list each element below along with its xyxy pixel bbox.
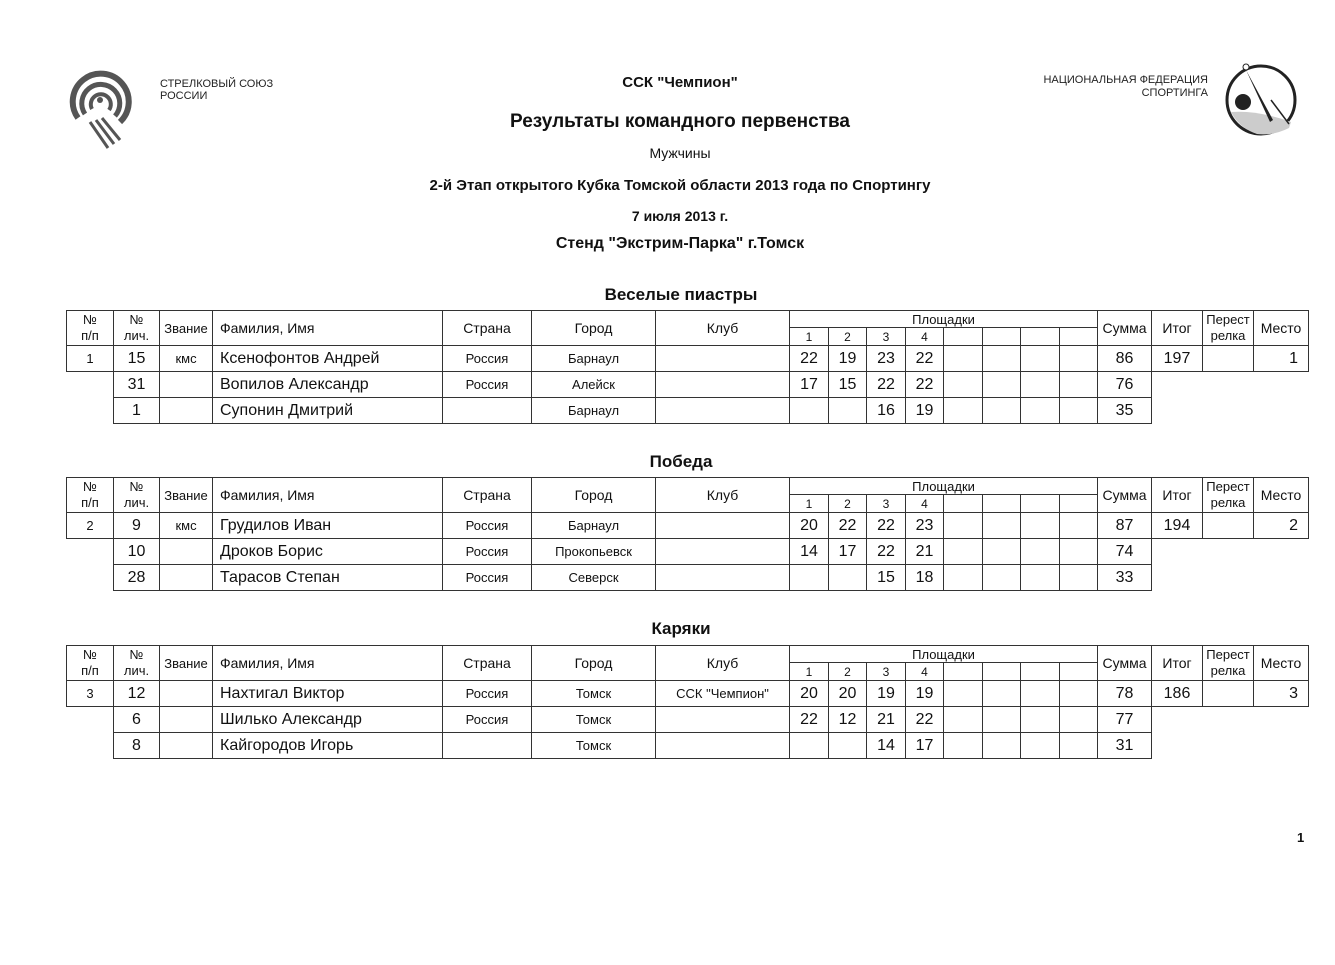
station-score: 22 xyxy=(906,372,944,398)
station-number xyxy=(1021,328,1060,346)
station-number: 1 xyxy=(790,495,829,513)
station-score: 14 xyxy=(790,539,829,565)
athlete-rank: кмс xyxy=(160,513,213,539)
col-pp-line2: п/п xyxy=(81,495,99,510)
station-score xyxy=(944,346,983,372)
athlete-rank xyxy=(160,707,213,733)
team-total: 186 xyxy=(1152,681,1203,707)
col-name: Фамилия, Имя xyxy=(213,646,443,681)
col-lich-line2: лич. xyxy=(123,495,150,510)
empty-cell xyxy=(1203,707,1254,733)
empty-cell xyxy=(1203,398,1254,424)
station-number xyxy=(944,663,983,681)
empty-cell xyxy=(67,372,114,398)
station-score xyxy=(983,733,1021,759)
col-rank: Звание xyxy=(160,646,213,681)
station-score: 17 xyxy=(790,372,829,398)
station-score xyxy=(983,707,1021,733)
team-place: 3 xyxy=(1254,681,1309,707)
station-number: 3 xyxy=(867,663,906,681)
athlete-sum: 87 xyxy=(1098,513,1152,539)
col-place: Место xyxy=(1254,478,1309,513)
station-number: 3 xyxy=(867,495,906,513)
header-row xyxy=(67,646,1309,663)
station-score xyxy=(1060,513,1098,539)
col-lich xyxy=(114,311,160,346)
team-shootoff xyxy=(1203,513,1254,539)
station-score xyxy=(983,398,1021,424)
athlete-club xyxy=(656,346,790,372)
team-results-table xyxy=(66,310,1309,424)
empty-cell xyxy=(1152,372,1203,398)
athlete-city: Томск xyxy=(532,681,656,707)
athlete-city: Северск xyxy=(532,565,656,591)
station-score xyxy=(983,681,1021,707)
athlete-sum: 33 xyxy=(1098,565,1152,591)
org-right-line2: СПОРТИНГА xyxy=(1141,87,1208,99)
athlete-country: Россия xyxy=(443,707,532,733)
station-number: 2 xyxy=(829,663,867,681)
station-score xyxy=(790,733,829,759)
col-pp-line1: № xyxy=(83,647,97,662)
col-club: Клуб xyxy=(656,646,790,681)
athlete-sum: 74 xyxy=(1098,539,1152,565)
athlete-name: Ксенофонтов Андрей xyxy=(213,346,443,372)
athlete-name: Нахтигал Виктор xyxy=(213,681,443,707)
team-title: Веселые пиастры xyxy=(604,285,758,304)
team-shootoff xyxy=(1203,346,1254,372)
station-score xyxy=(1060,565,1098,591)
athlete-number: 15 xyxy=(114,346,160,372)
col-lich-line2: лич. xyxy=(123,328,150,343)
col-lich-line1: № xyxy=(129,312,144,327)
col-lich-line1: № xyxy=(129,479,144,494)
station-score xyxy=(790,565,829,591)
col-shootoff-line1: Перест xyxy=(1206,647,1250,662)
station-score: 17 xyxy=(829,539,867,565)
col-pp xyxy=(67,311,114,346)
col-place: Место xyxy=(1254,646,1309,681)
col-shootoff-line2: релка xyxy=(1210,495,1246,510)
col-rank: Звание xyxy=(160,478,213,513)
station-score: 14 xyxy=(867,733,906,759)
station-number: 2 xyxy=(829,328,867,346)
station-score xyxy=(1021,372,1060,398)
empty-cell xyxy=(67,565,114,591)
org-left-line1: СТРЕЛКОВЫЙ СОЮЗ xyxy=(160,78,274,90)
station-score: 19 xyxy=(867,681,906,707)
col-total: Итог xyxy=(1152,478,1203,513)
station-number: 4 xyxy=(906,663,944,681)
athlete-name: Тарасов Степан xyxy=(213,565,443,591)
station-score: 20 xyxy=(829,681,867,707)
athlete-city: Алейск xyxy=(532,372,656,398)
col-stations: Площадки xyxy=(790,478,1098,495)
col-club: Клуб xyxy=(656,311,790,346)
station-score: 22 xyxy=(790,346,829,372)
athlete-country: Россия xyxy=(443,513,532,539)
athlete-country: Россия xyxy=(443,372,532,398)
station-score xyxy=(944,707,983,733)
table-row xyxy=(67,733,1309,759)
station-score: 12 xyxy=(829,707,867,733)
empty-cell xyxy=(1203,539,1254,565)
col-pp xyxy=(67,646,114,681)
col-lich xyxy=(114,478,160,513)
athlete-name: Дроков Борис xyxy=(213,539,443,565)
station-score: 19 xyxy=(906,398,944,424)
empty-cell xyxy=(1254,707,1309,733)
station-number xyxy=(983,328,1021,346)
station-number xyxy=(1060,663,1098,681)
event-date: 7 июля 2013 г. xyxy=(631,208,729,224)
page-number: 1 xyxy=(1297,830,1305,845)
empty-cell xyxy=(1254,539,1309,565)
station-number: 1 xyxy=(790,663,829,681)
athlete-club xyxy=(656,513,790,539)
col-stations: Площадки xyxy=(790,646,1098,663)
station-score: 17 xyxy=(906,733,944,759)
athlete-club xyxy=(656,565,790,591)
station-number: 2 xyxy=(829,495,867,513)
athlete-city: Томск xyxy=(532,733,656,759)
athlete-city: Прокопьевск xyxy=(532,539,656,565)
station-score xyxy=(790,398,829,424)
athlete-rank xyxy=(160,372,213,398)
station-score: 22 xyxy=(906,346,944,372)
station-score xyxy=(1021,565,1060,591)
empty-cell xyxy=(1152,707,1203,733)
station-score: 15 xyxy=(867,565,906,591)
station-number: 4 xyxy=(906,495,944,513)
station-score: 22 xyxy=(906,707,944,733)
col-total: Итог xyxy=(1152,646,1203,681)
team-pp: 2 xyxy=(67,513,114,539)
col-sum: Сумма xyxy=(1098,646,1152,681)
athlete-name: Шилько Александр xyxy=(213,707,443,733)
col-sum: Сумма xyxy=(1098,311,1152,346)
athlete-sum: 76 xyxy=(1098,372,1152,398)
team-place: 1 xyxy=(1254,346,1309,372)
station-score xyxy=(1021,398,1060,424)
station-score xyxy=(944,733,983,759)
team-title: Каряки xyxy=(651,619,711,638)
col-stations: Площадки xyxy=(790,311,1098,328)
athlete-number: 9 xyxy=(114,513,160,539)
table-row xyxy=(67,707,1309,733)
empty-cell xyxy=(1254,398,1309,424)
station-score: 22 xyxy=(867,513,906,539)
station-score xyxy=(983,539,1021,565)
station-score xyxy=(944,539,983,565)
team-total: 194 xyxy=(1152,513,1203,539)
station-score xyxy=(1021,733,1060,759)
col-place: Место xyxy=(1254,311,1309,346)
col-rank: Звание xyxy=(160,311,213,346)
station-score xyxy=(829,565,867,591)
station-score xyxy=(1060,733,1098,759)
empty-cell xyxy=(67,539,114,565)
athlete-rank xyxy=(160,398,213,424)
station-score xyxy=(1021,707,1060,733)
athlete-club xyxy=(656,372,790,398)
station-score xyxy=(944,398,983,424)
org-right-line1: НАЦИОНАЛЬНАЯ ФЕДЕРАЦИЯ xyxy=(1043,74,1208,86)
col-shootoff xyxy=(1203,646,1254,681)
station-number xyxy=(1021,663,1060,681)
athlete-number: 31 xyxy=(114,372,160,398)
station-score xyxy=(1021,513,1060,539)
page-title: Результаты командного первенства xyxy=(510,111,850,132)
station-number xyxy=(983,495,1021,513)
station-number: 1 xyxy=(790,328,829,346)
athlete-number: 6 xyxy=(114,707,160,733)
station-score xyxy=(1060,372,1098,398)
col-city: Город xyxy=(532,311,656,346)
empty-cell xyxy=(1152,733,1203,759)
station-number xyxy=(944,328,983,346)
athlete-name: Кайгородов Игорь xyxy=(213,733,443,759)
col-shootoff xyxy=(1203,478,1254,513)
station-score xyxy=(1060,681,1098,707)
empty-cell xyxy=(67,707,114,733)
station-number xyxy=(983,663,1021,681)
station-score xyxy=(983,372,1021,398)
station-score xyxy=(1060,707,1098,733)
station-score: 20 xyxy=(790,513,829,539)
col-shootoff-line1: Перест xyxy=(1206,479,1250,494)
athlete-club xyxy=(656,707,790,733)
station-score xyxy=(944,565,983,591)
empty-cell xyxy=(67,398,114,424)
category-label: Мужчины xyxy=(649,145,711,161)
header-row xyxy=(67,311,1309,328)
station-score: 19 xyxy=(906,681,944,707)
station-score xyxy=(983,565,1021,591)
athlete-city: Барнаул xyxy=(532,346,656,372)
col-lich xyxy=(114,646,160,681)
athlete-city: Барнаул xyxy=(532,398,656,424)
station-score xyxy=(829,398,867,424)
table-row xyxy=(67,346,1309,372)
station-number xyxy=(944,495,983,513)
athlete-number: 12 xyxy=(114,681,160,707)
station-score: 22 xyxy=(829,513,867,539)
station-score: 19 xyxy=(829,346,867,372)
col-club: Клуб xyxy=(656,478,790,513)
athlete-country: Россия xyxy=(443,346,532,372)
athlete-country: Россия xyxy=(443,539,532,565)
athlete-number: 8 xyxy=(114,733,160,759)
athlete-rank: кмс xyxy=(160,346,213,372)
station-score xyxy=(944,681,983,707)
col-pp xyxy=(67,478,114,513)
athlete-country xyxy=(443,398,532,424)
col-pp-line2: п/п xyxy=(81,328,99,343)
header-row xyxy=(67,478,1309,495)
station-score xyxy=(1021,346,1060,372)
club-heading: ССК "Чемпион" xyxy=(622,74,738,91)
empty-cell xyxy=(1203,372,1254,398)
station-score xyxy=(983,513,1021,539)
station-score xyxy=(1060,398,1098,424)
station-score: 22 xyxy=(867,372,906,398)
station-score: 16 xyxy=(867,398,906,424)
col-shootoff-line1: Перест xyxy=(1206,312,1250,327)
team-place: 2 xyxy=(1254,513,1309,539)
team-results-table xyxy=(66,645,1309,759)
empty-cell xyxy=(1254,733,1309,759)
table-row xyxy=(67,539,1309,565)
station-score: 23 xyxy=(867,346,906,372)
team-pp: 3 xyxy=(67,681,114,707)
athlete-number: 1 xyxy=(114,398,160,424)
station-score xyxy=(944,372,983,398)
athlete-sum: 86 xyxy=(1098,346,1152,372)
athlete-country: Россия xyxy=(443,681,532,707)
athlete-number: 28 xyxy=(114,565,160,591)
station-score: 22 xyxy=(790,707,829,733)
event-title: 2-й Этап открытого Кубка Томской области 2013 года по Спортингу xyxy=(429,177,931,194)
empty-cell xyxy=(1152,398,1203,424)
table-row xyxy=(67,681,1309,707)
station-score xyxy=(983,346,1021,372)
empty-cell xyxy=(1254,372,1309,398)
col-country: Страна xyxy=(443,646,532,681)
station-score xyxy=(944,513,983,539)
team-shootoff xyxy=(1203,681,1254,707)
station-score xyxy=(1021,539,1060,565)
col-shootoff-line2: релка xyxy=(1210,328,1246,343)
athlete-city: Барнаул xyxy=(532,513,656,539)
station-score: 21 xyxy=(906,539,944,565)
col-name: Фамилия, Имя xyxy=(213,478,443,513)
table-row xyxy=(67,372,1309,398)
station-number xyxy=(1060,495,1098,513)
col-shootoff-line2: релка xyxy=(1210,663,1246,678)
station-score xyxy=(1060,539,1098,565)
empty-cell xyxy=(1152,565,1203,591)
empty-cell xyxy=(1152,539,1203,565)
athlete-name: Вопилов Александр xyxy=(213,372,443,398)
athlete-country: Россия xyxy=(443,565,532,591)
empty-cell xyxy=(1254,565,1309,591)
col-sum: Сумма xyxy=(1098,478,1152,513)
athlete-rank xyxy=(160,565,213,591)
empty-cell xyxy=(1203,565,1254,591)
athlete-rank xyxy=(160,539,213,565)
table-row xyxy=(67,565,1309,591)
station-score: 18 xyxy=(906,565,944,591)
col-city: Город xyxy=(532,646,656,681)
table-row xyxy=(67,398,1309,424)
col-city: Город xyxy=(532,478,656,513)
col-country: Страна xyxy=(443,311,532,346)
station-score xyxy=(1021,681,1060,707)
station-score xyxy=(1060,346,1098,372)
athlete-sum: 31 xyxy=(1098,733,1152,759)
station-number xyxy=(1060,328,1098,346)
athlete-club xyxy=(656,398,790,424)
athlete-name: Грудилов Иван xyxy=(213,513,443,539)
team-results-table xyxy=(66,477,1309,591)
col-lich-line1: № xyxy=(129,647,144,662)
col-total: Итог xyxy=(1152,311,1203,346)
athlete-sum: 78 xyxy=(1098,681,1152,707)
station-score xyxy=(829,733,867,759)
athlete-sum: 35 xyxy=(1098,398,1152,424)
col-lich-line2: лич. xyxy=(123,663,150,678)
station-score: 23 xyxy=(906,513,944,539)
athlete-city: Томск xyxy=(532,707,656,733)
athlete-rank xyxy=(160,681,213,707)
team-pp: 1 xyxy=(67,346,114,372)
athlete-club xyxy=(656,733,790,759)
team-title: Победа xyxy=(649,452,713,471)
org-left-line2: РОССИИ xyxy=(160,90,208,102)
table-row xyxy=(67,513,1309,539)
athlete-rank xyxy=(160,733,213,759)
col-pp-line1: № xyxy=(83,312,97,327)
empty-cell xyxy=(67,733,114,759)
team-total: 197 xyxy=(1152,346,1203,372)
col-pp-line1: № xyxy=(83,479,97,494)
athlete-country xyxy=(443,733,532,759)
station-score: 22 xyxy=(867,539,906,565)
athlete-sum: 77 xyxy=(1098,707,1152,733)
station-number xyxy=(1021,495,1060,513)
athlete-name: Супонин Дмитрий xyxy=(213,398,443,424)
station-number: 4 xyxy=(906,328,944,346)
athlete-club xyxy=(656,539,790,565)
station-number: 3 xyxy=(867,328,906,346)
station-score: 15 xyxy=(829,372,867,398)
empty-cell xyxy=(1203,733,1254,759)
athlete-club: ССК "Чемпион" xyxy=(656,681,790,707)
col-shootoff xyxy=(1203,311,1254,346)
col-country: Страна xyxy=(443,478,532,513)
athlete-number: 10 xyxy=(114,539,160,565)
event-venue: Стенд "Экстрим-Парка" г.Томск xyxy=(555,235,805,252)
station-score: 20 xyxy=(790,681,829,707)
col-name: Фамилия, Имя xyxy=(213,311,443,346)
station-score: 21 xyxy=(867,707,906,733)
col-pp-line2: п/п xyxy=(81,663,99,678)
